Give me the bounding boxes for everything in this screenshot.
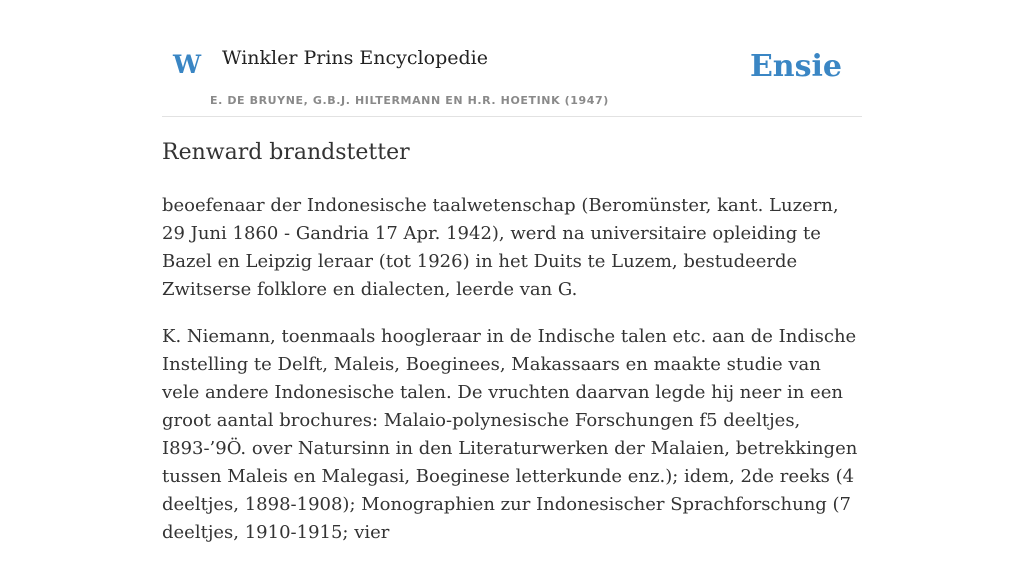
article-body xyxy=(162,192,862,566)
source-header xyxy=(162,0,862,117)
ensie-brand-logo[interactable]: Ensie xyxy=(749,49,842,84)
article-container xyxy=(162,0,862,543)
source-authors: E. DE BRUYNE, G.B.J. HILTERMANN EN H.R. HOETINK (1947) xyxy=(210,94,609,107)
article-paragraph: beoefenaar der Indonesische taalwetenschap (Beromünster, kant. Luzern, 29 Juni 1860 - Gandria 17 Apr. 1942), werd na universitaire opleiding te Bazel en Leipzig leraar (tot 1926) in het Duits te Luzem, bestudeerde Zwitserse folklore en dialecten, leerde van G. xyxy=(162,195,839,300)
source-logo-icon[interactable]: W xyxy=(173,50,202,79)
article-title: Renward brandstetter xyxy=(162,140,410,165)
source-title-link[interactable]: Winkler Prins Encyclopedie xyxy=(222,47,488,69)
article-paragraph: K. Niemann, toenmaals hoogleraar in de Indische talen etc. aan de Indische Instelling te Delft, Maleis, Boeginees, Makassaars en maakte studie van vele andere Indonesische talen. De vruchten daarvan legde hij neer in een groot aantal brochures: Malaio-polynesische Forschungen f5 deeltjes, I893-’9Ö. over Natursinn in den Literaturwerken der Malaien, betrekkingen tussen Maleis en Malegasi, Boeginese letterkunde enz.); idem, 2de reeks (4 deeltjes, 1898-1908); Monographien zur Indonesischer Sprachforschung (7 deeltjes, 1910-1915; vier xyxy=(162,326,858,543)
